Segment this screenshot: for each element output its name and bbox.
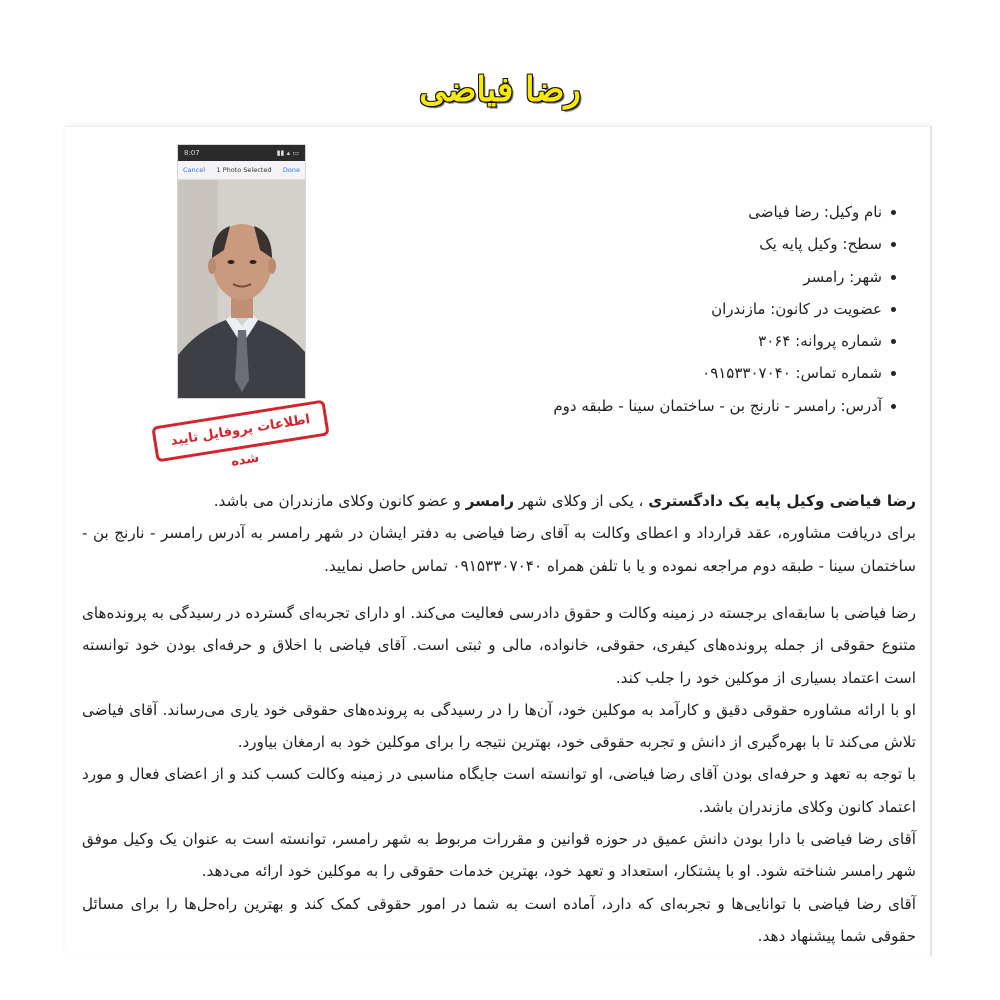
bio-paragraph-5: آقای رضا فیاضی با توانایی‌ها و تجربه‌ای که دارد، آماده است به شما در امور حقوقی کمک کند و بهترین راه‌حل‌ها را برای مسائل حقوقی شما پیشنهاد دهد. (82, 894, 916, 945)
intro-bold-name: رضا فیاضی وکیل پایه یک دادگستری (648, 492, 916, 510)
intro-text-2: و عضو کانون وکلای مازندران می باشد. (213, 492, 466, 510)
phone-status-bar (178, 145, 305, 161)
intro-bold-city: رامسر (465, 492, 514, 510)
profile-photo (177, 144, 306, 399)
bio-paragraph-4: آقای رضا فیاضی با دارا بودن دانش عمیق در حوزه قوانین و مقررات مربوط به شهر رامسر، توانسته است به عنوان یک وکیل موفق شهر رامسر شناخته شود. او با پشتکار، استعداد و تعهد خود، بهترین خدمات حقوقی را به موکلین خود ارائه می‌دهد. (82, 830, 916, 881)
info-phone: شماره تماس: ۰۹۱۵۳۳۰۷۰۴۰ (470, 357, 900, 389)
page-title: رضا فیاضی (419, 70, 581, 110)
verified-profile-stamp: اطلاعات پروفایل تایید شده (151, 400, 329, 463)
phone-nav-bar (178, 161, 305, 180)
bio-paragraph-2: او با ارائه مشاوره حقوقی دقیق و کارآمد به موکلین خود، آن‌ها را در رسیدگی به پرونده‌های حقوقی خود یاری می‌رساند. آقای فیاضی تلاش می‌کند تا با بهره‌گیری از دانش و تجربه حقوقی خود، بهترین نتیجه را برای موکلین خود به ارمغان بیاورد. (82, 700, 916, 752)
info-bar-membership: عضویت در کانون: مازندران (470, 293, 900, 325)
photo-selected-label: 1 Photo Selected (216, 166, 272, 174)
cancel-label: Cancel (183, 166, 206, 174)
lawyer-info-list (470, 196, 900, 422)
status-time: 8:07 (184, 149, 200, 157)
bio-paragraph-1: رضا فیاضی با سابقه‌ای برجسته در زمینه وکالت و حقوق دادرسی فعالیت می‌کند. او دارای تجربه‌ای گسترده در رسیدگی به پرونده‌های متنوع حقوقی از جمله پرونده‌های کیفری، حقوقی، خانواده، مالی و ثبتی است. آقای فیاضی با اخلاق و حرفه‌ای بودن خود توانسته است اعتماد بسیاری از موکلین خود را جلب کند. (82, 604, 916, 687)
status-icons: ▮▮ ▴ ▭ (276, 149, 299, 157)
portrait-illustration (178, 180, 305, 399)
intro-text-1: ، یکی از وکلای شهر (513, 492, 649, 510)
info-address: آدرس: رامسر - نارنج بن - ساختمان سینا - طبقه دوم (470, 390, 900, 422)
intro-contact-text: برای دریافت مشاوره، عقد قرارداد و اعطای وکالت به آقای رضا فیاضی به دفتر ایشان در شهر رامسر به آدرس رامسر - نارنج بن - ساختمان سینا - طبقه دوم مراجعه نموده و یا با تلفن همراه ۰۹۱۵۳۳۰۷۰۴۰ تماس حاصل نمایید. (82, 524, 916, 575)
intro-paragraph (82, 485, 916, 582)
info-license-number: شماره پروانه: ۳۰۶۴ (470, 325, 900, 357)
portrait-image (178, 180, 305, 399)
done-label: Done (282, 166, 300, 174)
info-city: شهر: رامسر (470, 261, 900, 293)
biography-section (82, 597, 916, 952)
info-lawyer-name: نام وکیل: رضا فیاضی (470, 196, 900, 228)
bio-paragraph-3: با توجه به تعهد و حرفه‌ای بودن آقای رضا فیاضی، او توانسته است جایگاه مناسبی در زمینه وکالت کسب کند و از اعضای فعال و مورد اعتماد کانون وکلای مازندران باشد. (82, 765, 916, 816)
info-level: سطح: وکیل پایه یک (470, 228, 900, 260)
